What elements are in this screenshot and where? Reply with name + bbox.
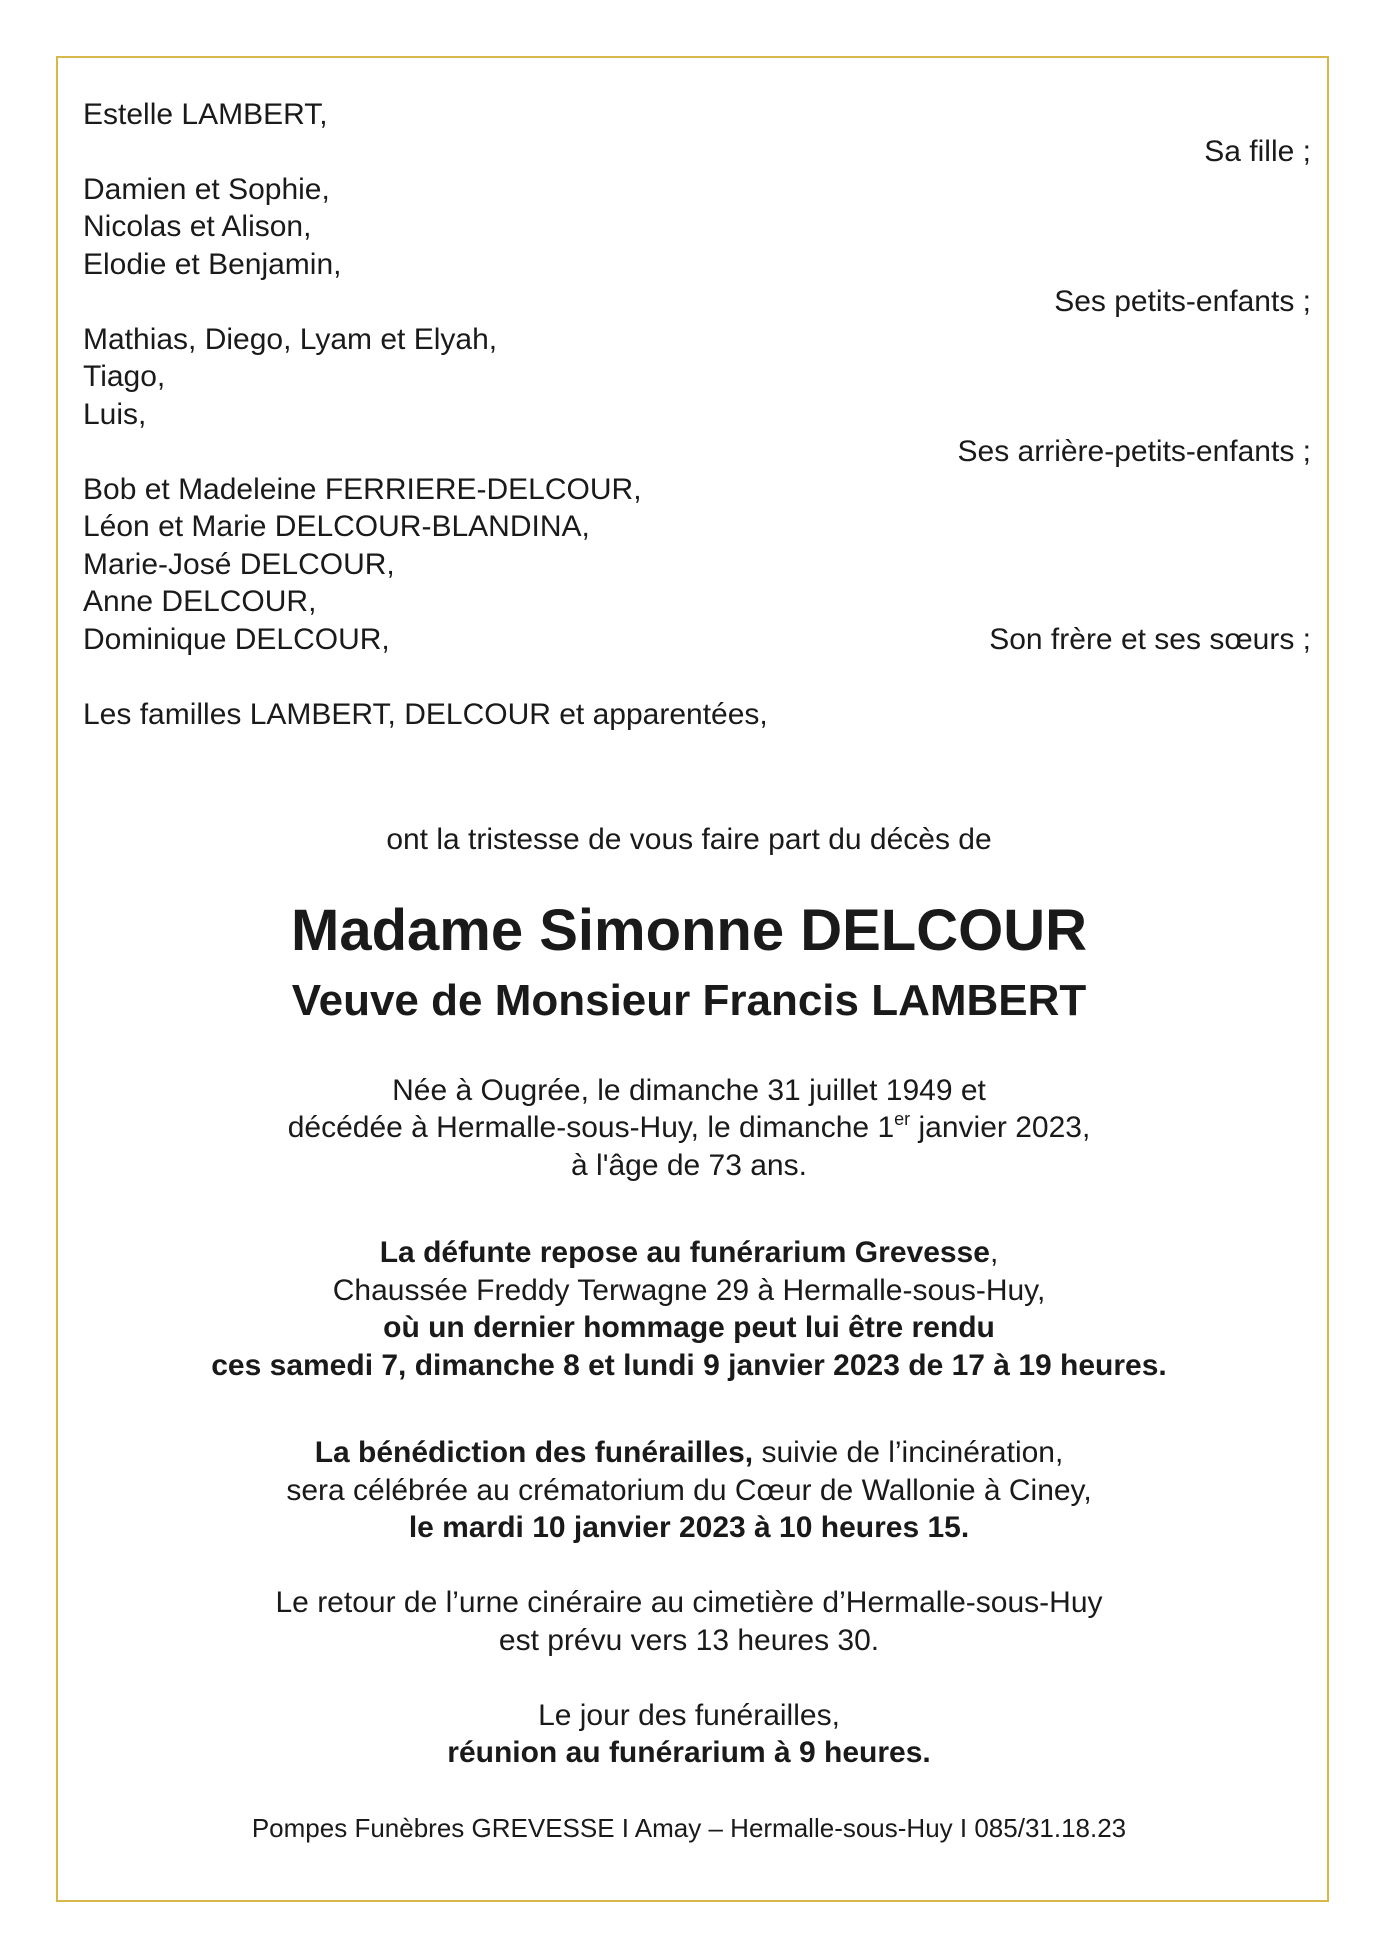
great-grandchild-line: Mathias, Diego, Lyam et Elyah,: [83, 323, 498, 356]
death-text-before: décédée à Hermalle-sous-Huy, le dimanche 1: [287, 1111, 895, 1144]
meeting-line-1: Le jour des funérailles,: [538, 1699, 840, 1732]
death-text-after: janvier 2023,: [910, 1111, 1091, 1144]
ceremony-line-1: [0, 1434, 1378, 1471]
siblings-role: Son frère et ses sœurs ;: [989, 623, 1311, 656]
grandchildren-role: Ses petits-enfants ;: [1054, 285, 1311, 318]
rest-location-bold: La défunte repose au funérarium Grevesse: [379, 1236, 990, 1269]
birth-line: Née à Ougrée, le dimanche 31 juillet 1949 et: [392, 1074, 986, 1107]
rest-line-1: [0, 1234, 1378, 1271]
ceremony-bold: La bénédiction des funérailles,: [314, 1436, 754, 1469]
rest-address: Chaussée Freddy Terwagne 29 à Hermalle-sous-Huy,: [332, 1274, 1046, 1307]
sibling-line: Anne DELCOUR,: [83, 585, 317, 618]
great-grandchild-line: Tiago,: [83, 360, 166, 393]
sibling-line: Marie-José DELCOUR,: [83, 548, 395, 581]
sibling-line: Léon et Marie DELCOUR-BLANDINA,: [83, 510, 590, 543]
age-line: à l'âge de 73 ans.: [571, 1149, 807, 1182]
great-grandchildren-role: Ses arrière-petits-enfants ;: [957, 435, 1311, 468]
death-superscript: er: [894, 1109, 911, 1129]
grandchild-line: Nicolas et Alison,: [83, 210, 312, 243]
funeral-home-footer: Pompes Funèbres GREVESSE I Amay – Hermalle-sous-Huy I 085/31.18.23: [251, 1813, 1127, 1843]
sibling-line: Dominique DELCOUR,: [83, 623, 390, 656]
urn-line-2: est prévu vers 13 heures 30.: [498, 1624, 880, 1657]
death-line: [0, 1109, 1378, 1146]
ceremony-datetime: le mardi 10 janvier 2023 à 10 heures 15.: [408, 1511, 970, 1544]
urn-line-1: Le retour de l’urne cinéraire au cimetière d’Hermalle-sous-Huy: [275, 1586, 1103, 1619]
rest-hours: ces samedi 7, dimanche 8 et lundi 9 janvier 2023 de 17 à 19 heures.: [211, 1349, 1167, 1382]
meeting-line-2: réunion au funérarium à 9 heures.: [447, 1736, 931, 1769]
intro-line: ont la tristesse de vous faire part du décès de: [386, 823, 992, 856]
families-line: Les familles LAMBERT, DELCOUR et apparentées,: [83, 698, 768, 731]
rest-location-comma: ,: [989, 1236, 999, 1269]
grandchild-line: Elodie et Benjamin,: [83, 248, 342, 281]
rest-tribute: où un dernier hommage peut lui être rendu: [383, 1311, 995, 1344]
ceremony-rest: suivie de l’incinération,: [753, 1436, 1064, 1469]
spouse-line: Veuve de Monsieur Francis LAMBERT: [291, 976, 1087, 1025]
ceremony-location: sera célébrée au crématorium du Cœur de Wallonie à Ciney,: [286, 1474, 1092, 1507]
great-grandchild-line: Luis,: [83, 398, 147, 431]
grandchild-line: Damien et Sophie,: [83, 173, 330, 206]
sibling-line: Bob et Madeleine FERRIERE-DELCOUR,: [83, 473, 642, 506]
daughter-role: Sa fille ;: [1204, 135, 1311, 168]
deceased-name: Madame Simonne DELCOUR: [291, 898, 1087, 963]
daughter-name: Estelle LAMBERT,: [83, 98, 328, 131]
